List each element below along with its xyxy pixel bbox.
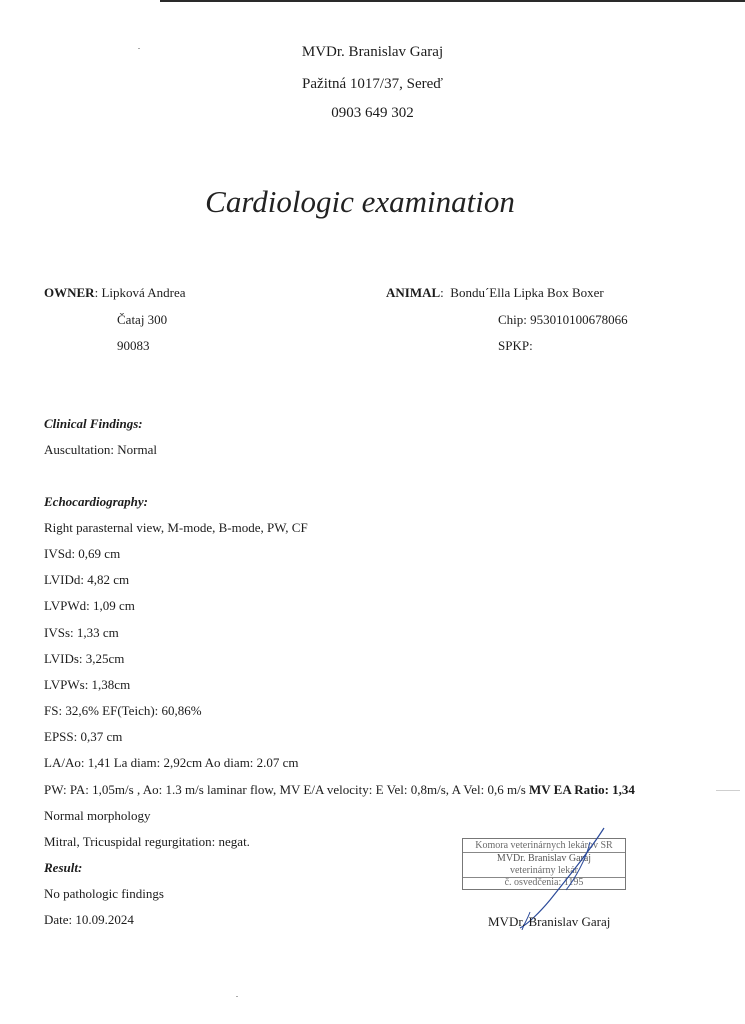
scan-speck: [716, 790, 740, 791]
animal-label: ANIMAL: [386, 285, 441, 300]
clinical-heading: Clinical Findings:: [44, 416, 143, 431]
owner-label: OWNER: [44, 285, 95, 300]
stamp-line-2: MVDr. Branislav Garaj: [496, 853, 592, 864]
stamp-line-3: veterinárny lekár: [509, 865, 579, 876]
signature-stroke: [566, 842, 590, 890]
scan-speck: [236, 996, 238, 997]
echo-line: LVPWd: 1,09 cm: [44, 598, 135, 613]
chip-line: [498, 312, 628, 328]
spkp-label: SPKP:: [498, 338, 533, 353]
header-address: Pažitná 1017/37, Sereď: [302, 76, 443, 92]
echo-line: IVSd: 0,69 cm: [44, 546, 121, 561]
echo-line: IVSs: 1,33 cm: [44, 625, 119, 640]
echo-line: LVIDs: 3,25cm: [44, 651, 125, 666]
echo-line: Normal morphology: [44, 808, 151, 823]
owner-street: Čataj 300: [117, 312, 168, 327]
echo-line: LA/Ao: 1,41 La diam: 2,92cm Ao diam: 2.07 cm: [44, 755, 299, 770]
mv-ea-ratio: MV EA Ratio: 1,34: [529, 782, 635, 797]
header-phone: 0903 649 302: [331, 105, 414, 121]
header-name: MVDr. Branislav Garaj: [301, 44, 444, 60]
echo-line: EPSS: 0,37 cm: [44, 729, 123, 744]
scan-edge-line: [160, 0, 745, 2]
echo-line: FS: 32,6% EF(Teich): 60,86%: [44, 703, 202, 718]
echo-line: LVIDd: 4,82 cm: [44, 572, 130, 587]
echo-heading: Echocardiography:: [44, 494, 148, 509]
chip-label: Chip:: [498, 312, 527, 327]
result-text: No pathologic findings: [44, 886, 164, 901]
echo-line: LVPWs: 1,38cm: [44, 677, 131, 692]
stamp-line-1: Komora veterinárnych lekárov SR: [475, 840, 613, 851]
chip-value: 953010100678066: [530, 312, 628, 327]
owner-line: OWNER: Lipková Andrea: [44, 285, 186, 300]
result-heading: Result:: [44, 860, 83, 875]
animal-name: Bondu´Ella Lipka Box Boxer: [450, 285, 604, 300]
pw-line: [44, 782, 635, 798]
document-title: Cardiologic examination: [205, 184, 515, 219]
result-date: Date: 10.09.2024: [44, 912, 134, 927]
echo-line: Right parasternal view, M-mode, B-mode, PW, CF: [44, 520, 308, 535]
echo-line: Mitral, Tricuspidal regurgitation: negat.: [44, 834, 250, 849]
owner-zip: 90083: [117, 338, 150, 353]
animal-line: ANIMAL: Bondu´Ella Lipka Box Boxer: [386, 285, 604, 300]
signature-name: MVDr. Branislav Garaj: [488, 914, 611, 929]
signature-stroke: [520, 828, 604, 928]
pw-text: PW: PA: 1,05m/s , Ao: 1.3 m/s laminar flow, MV E/A velocity: E Vel: 0,8m/s, A Vel: 0,6 m/s: [44, 782, 529, 797]
owner-name: Lipková Andrea: [101, 285, 186, 300]
scan-speck: [138, 48, 140, 49]
stamp-line-4: č. osvedčenia: 1195: [504, 877, 584, 888]
auscultation-line: Auscultation: Normal: [44, 442, 158, 457]
